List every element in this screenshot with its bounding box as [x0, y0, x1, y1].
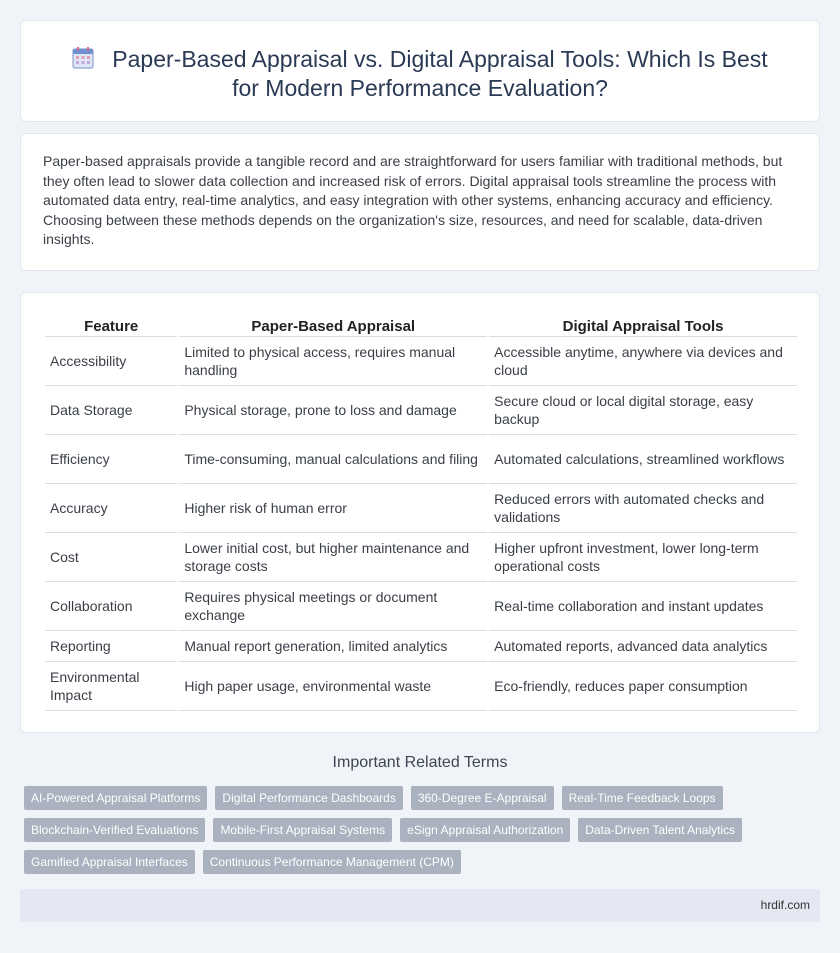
cell-digital: Reduced errors with automated checks and validations: [489, 484, 797, 533]
calendar-icon: [72, 46, 94, 70]
cell-paper: Requires physical meetings or document exchange: [179, 582, 487, 631]
cell-feature: Cost: [45, 533, 177, 582]
footer: [20, 889, 820, 922]
cell-feature: Reporting: [45, 631, 177, 662]
table-row: [45, 533, 797, 582]
footer-site-link[interactable]: hrdif.com: [760, 898, 810, 912]
cell-digital: Secure cloud or local digital storage, easy backup: [489, 386, 797, 435]
cell-feature: Data Storage: [45, 386, 177, 435]
cell-digital: Automated calculations, streamlined workflows: [489, 435, 797, 484]
cell-paper: Lower initial cost, but higher maintenance and storage costs: [179, 533, 487, 582]
related-term-tag[interactable]: Continuous Performance Management (CPM): [203, 850, 461, 874]
cell-digital: Automated reports, advanced data analytics: [489, 631, 797, 662]
cell-feature: Accuracy: [45, 484, 177, 533]
related-term-tag[interactable]: Gamified Appraisal Interfaces: [24, 850, 195, 874]
related-terms-title: Important Related Terms: [332, 754, 508, 771]
related-term-tag[interactable]: 360-Degree E-Appraisal: [411, 786, 554, 810]
title-card: [20, 20, 820, 122]
related-term-tag[interactable]: Real-Time Feedback Loops: [562, 786, 723, 810]
cell-feature: Collaboration: [45, 582, 177, 631]
cell-feature: Efficiency: [45, 435, 177, 484]
table-row: [45, 337, 797, 386]
header-paper: Paper-Based Appraisal: [179, 317, 487, 337]
intro-card: [20, 133, 820, 271]
related-term-tag[interactable]: eSign Appraisal Authorization: [400, 818, 570, 842]
intro-paragraph: Paper-based appraisals provide a tangible record and are straightforward for users familiar with traditional methods, but they often lead to slower data collection and increased risk of errors. Digital appraisal tools streamline the process with automated data entry, real-time analytics, and easy integration with other systems, enhancing accuracy and efficiency. Choosing between these methods depends on the organization's size, resources, and need for scalable, data-driven insights.: [43, 153, 783, 247]
page-title: Paper-Based Appraisal vs. Digital Appraisal Tools: Which Is Best for Modern Performance Evaluation?: [112, 46, 768, 101]
cell-paper: Physical storage, prone to loss and damage: [179, 386, 487, 435]
header-feature: Feature: [45, 317, 177, 337]
table-row: [45, 631, 797, 662]
tag-row: [24, 786, 814, 812]
table-row: [45, 386, 797, 435]
cell-feature: Environmental Impact: [45, 662, 177, 711]
cell-paper: Higher risk of human error: [179, 484, 487, 533]
page-title-wrap: [61, 45, 779, 103]
cell-paper: Time-consuming, manual calculations and filing: [179, 435, 487, 484]
related-term-tag[interactable]: AI-Powered Appraisal Platforms: [24, 786, 207, 810]
related-term-tag[interactable]: Blockchain-Verified Evaluations: [24, 818, 205, 842]
table-row: [45, 435, 797, 484]
tag-row: [24, 850, 814, 876]
comparison-card: [20, 292, 820, 733]
comparison-table: [43, 317, 799, 711]
related-term-tag[interactable]: Data-Driven Talent Analytics: [578, 818, 742, 842]
related-term-tag[interactable]: Mobile-First Appraisal Systems: [213, 818, 392, 842]
cell-paper: High paper usage, environmental waste: [179, 662, 487, 711]
cell-paper: Manual report generation, limited analytics: [179, 631, 487, 662]
table-row: [45, 484, 797, 533]
related-terms-list: [24, 786, 814, 882]
table-row: [45, 662, 797, 711]
cell-paper: Limited to physical access, requires manual handling: [179, 337, 487, 386]
header-digital: Digital Appraisal Tools: [489, 317, 797, 337]
cell-digital: Higher upfront investment, lower long-term operational costs: [489, 533, 797, 582]
cell-digital: Eco-friendly, reduces paper consumption: [489, 662, 797, 711]
table-row: [45, 582, 797, 631]
cell-digital: Real-time collaboration and instant updates: [489, 582, 797, 631]
cell-digital: Accessible anytime, anywhere via devices and cloud: [489, 337, 797, 386]
related-term-tag[interactable]: Digital Performance Dashboards: [215, 786, 402, 810]
tag-row: [24, 818, 814, 844]
cell-feature: Accessibility: [45, 337, 177, 386]
